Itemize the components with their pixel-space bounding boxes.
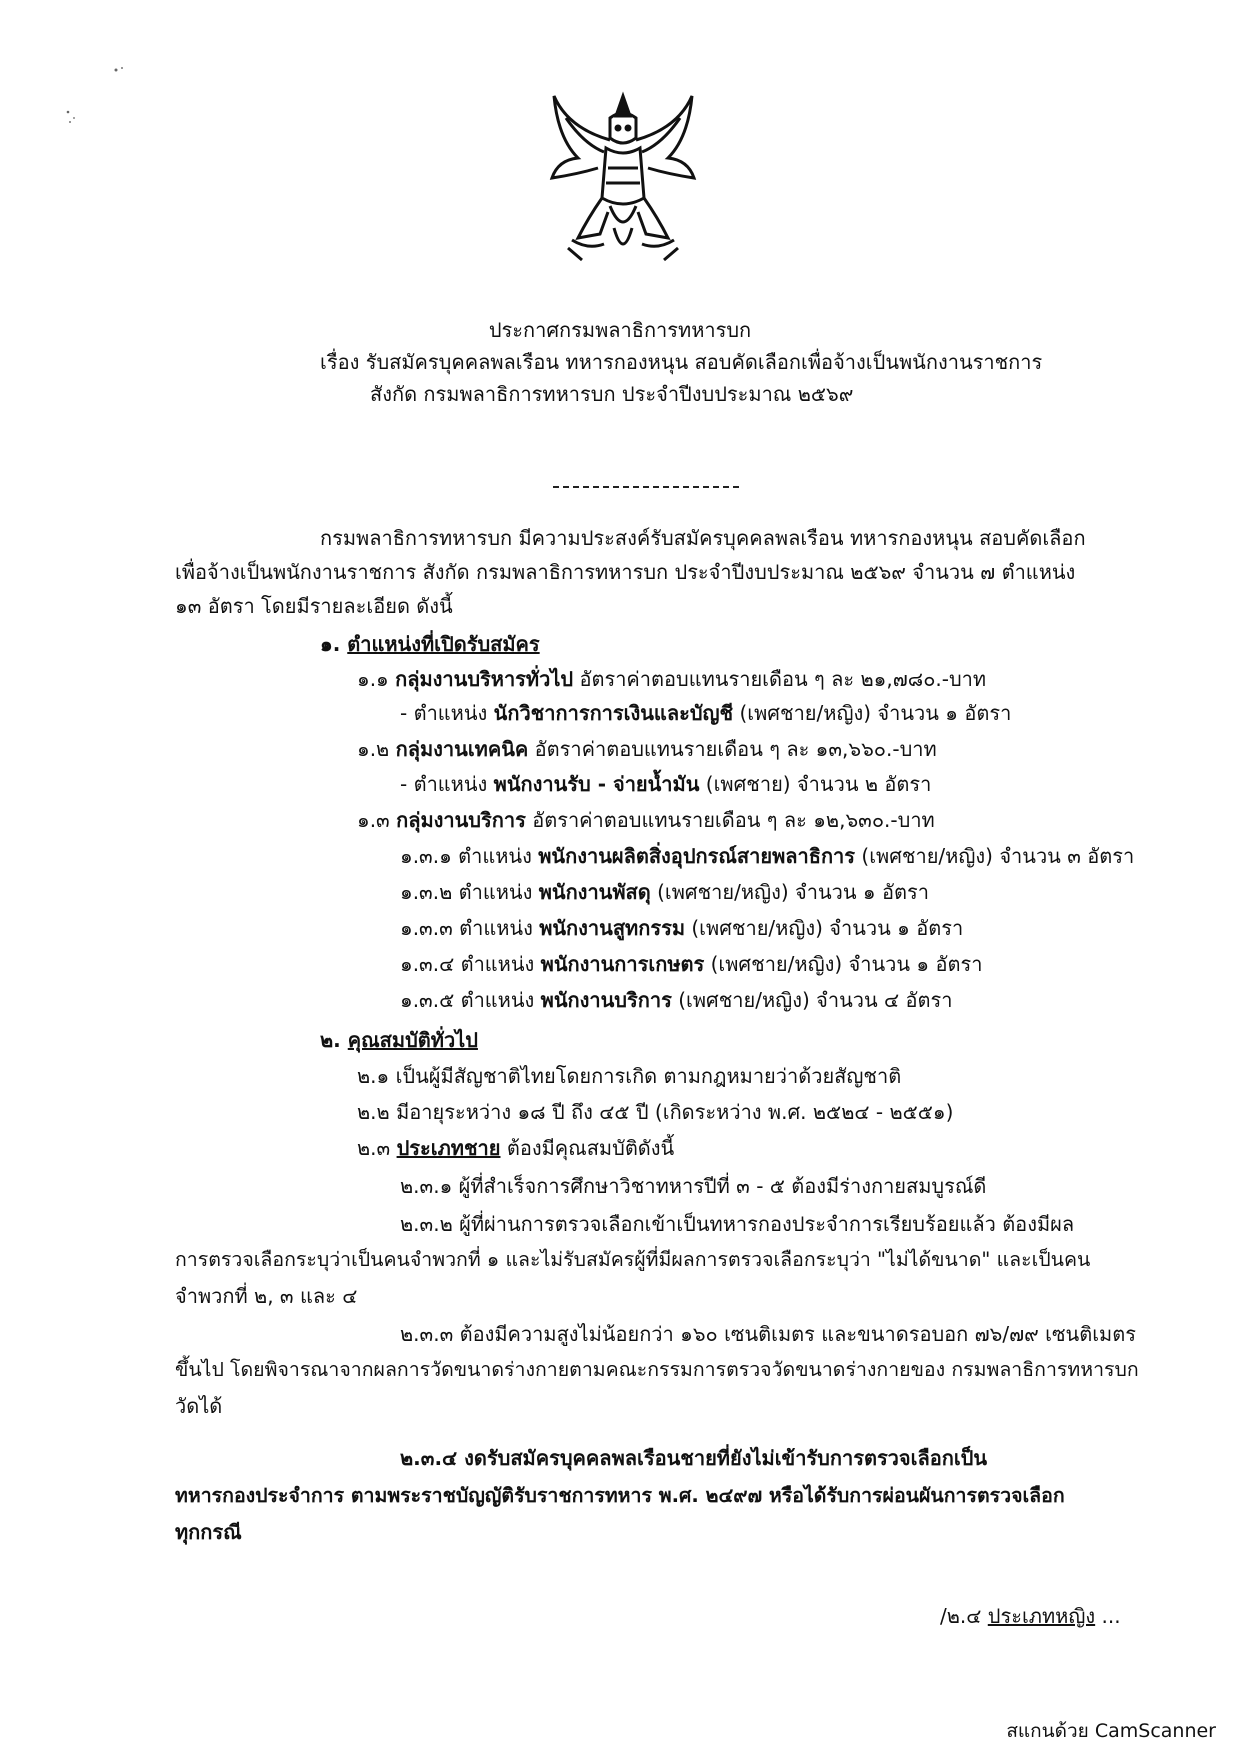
qualification-2-3-detail: ต้องมีคุณสมบัติดังนี้ bbox=[506, 1136, 675, 1160]
group-3-name: กลุ่มงานบริการ bbox=[396, 808, 526, 832]
section-2-title: คุณสมบัติทั่วไป bbox=[347, 1028, 478, 1052]
item-number: ๑.๓.๔ ตำแหน่ง bbox=[400, 952, 535, 976]
section-1-number: ๑. bbox=[320, 632, 341, 656]
subject-line-1: เรื่อง รับสมัครบุคคลพลเรือน ทหารกองหนุน สอบคัดเลือกเพื่อจ้างเป็นพนักงานราชการ bbox=[320, 350, 1043, 374]
group-1-position-name: นักวิชาการการเงินและบัญชี bbox=[493, 701, 734, 725]
section-2-number: ๒. bbox=[320, 1028, 341, 1052]
qualification-2-3-number: ๒.๓ bbox=[357, 1136, 391, 1160]
section-1-title: ตำแหน่งที่เปิดรับสมัคร bbox=[347, 632, 540, 656]
subject-line-2: สังกัด กรมพลาธิการทหารบก ประจำปีงบประมาณ ๒๕๖๙ bbox=[370, 382, 854, 406]
scan-specks bbox=[60, 60, 150, 140]
qualification-2-1: ๒.๑ เป็นผู้มีสัญชาติไทยโดยการเกิด ตามกฎหมายว่าด้วยสัญชาติ bbox=[357, 1064, 902, 1088]
qualification-2-3-2-line-1: ๒.๓.๒ ผู้ที่ผ่านการตรวจเลือกเข้าเป็นทหารกองประจำการเรียบร้อยแล้ว ต้องมีผล bbox=[400, 1212, 1075, 1236]
qualification-2-3 bbox=[357, 1134, 674, 1162]
group-1-rate: อัตราค่าตอบแทนรายเดือน ๆ ละ ๒๑,๗๘๐.-บาท bbox=[579, 667, 987, 691]
group-3-item bbox=[400, 842, 1134, 870]
item-detail: (เพศชาย/หญิง) จำนวน ๑ อัตรา bbox=[710, 952, 983, 976]
group-2-line bbox=[357, 735, 937, 763]
intro-line-2: เพื่อจ้างเป็นพนักงานราชการ สังกัด กรมพลาธิการทหารบก ประจำปีงบประมาณ ๒๕๖๙ จำนวน ๗ ตำแหน่ง bbox=[175, 560, 1076, 584]
group-2-position-detail: (เพศชาย) จำนวน ๒ อัตรา bbox=[705, 772, 932, 796]
group-2-name: กลุ่มงานเทคนิค bbox=[395, 737, 529, 761]
group-1-position-prefix: - ตำแหน่ง bbox=[400, 701, 488, 725]
item-number: ๑.๓.๒ ตำแหน่ง bbox=[400, 880, 533, 904]
group-3-rate: อัตราค่าตอบแทนรายเดือน ๆ ละ ๑๒,๖๓๐.-บาท bbox=[532, 808, 935, 832]
qualification-2-3-1: ๒.๓.๑ ผู้ที่สำเร็จการศึกษาวิชาทหารปีที่ ๓ - ๕ ต้องมีร่างกายสมบูรณ์ดี bbox=[400, 1174, 987, 1198]
group-3-item bbox=[400, 950, 982, 978]
section-2-heading bbox=[320, 1026, 478, 1054]
divider-text: ------------------------- bbox=[553, 472, 680, 488]
male-category-label: ประเภทชาย bbox=[396, 1136, 501, 1160]
group-3-item bbox=[400, 878, 929, 906]
next-page-label: ประเภทหญิง bbox=[987, 1604, 1096, 1628]
intro-line-1: กรมพลาธิการทหารบก มีความประสงค์รับสมัครบุคคลพลเรือน ทหารกองหนุน สอบคัดเลือก bbox=[320, 526, 1086, 550]
camscanner-watermark: สแกนด้วย CamScanner bbox=[1006, 1720, 1216, 1742]
group-1-number: ๑.๑ bbox=[357, 667, 389, 691]
qualification-2-3-3-line-1: ๒.๓.๓ ต้องมีความสูงไม่น้อยกว่า ๑๖๐ เซนติเมตร และขนาดรอบอก ๗๖/๗๙ เซนติเมตร bbox=[400, 1322, 1136, 1346]
item-position-name: พนักงานการเกษตร bbox=[540, 952, 705, 976]
item-position-name: พนักงานผลิตสิ่งอุปกรณ์สายพลาธิการ bbox=[538, 844, 856, 868]
item-detail: (เพศชาย/หญิง) จำนวน ๓ อัตรา bbox=[861, 844, 1135, 868]
qualification-2-3-4-line-2: ทหารกองประจำการ ตามพระราชบัญญัติรับราชการทหาร พ.ศ. ๒๔๙๗ หรือได้รับการผ่อนผันการตรวจเลือก bbox=[175, 1484, 1065, 1507]
group-2-position-prefix: - ตำแหน่ง bbox=[400, 772, 488, 796]
item-position-name: พนักงานสูทกรรม bbox=[539, 916, 686, 940]
item-position-name: พนักงานบริการ bbox=[540, 988, 672, 1012]
next-page-ellipsis: ... bbox=[1101, 1604, 1121, 1628]
header-divider bbox=[553, 486, 739, 488]
group-3-line bbox=[357, 806, 935, 834]
item-number: ๑.๓.๕ ตำแหน่ง bbox=[400, 988, 535, 1012]
group-3-item bbox=[400, 986, 952, 1014]
next-page-number: /๒.๔ bbox=[940, 1604, 982, 1628]
qualification-2-3-2-line-3: จำพวกที่ ๒, ๓ และ ๔ bbox=[175, 1284, 358, 1308]
announcement-title: ประกาศกรมพลาธิการทหารบก bbox=[488, 318, 752, 342]
item-position-name: พนักงานพัสดุ bbox=[538, 880, 651, 904]
item-detail: (เพศชาย/หญิง) จำนวน ๔ อัตรา bbox=[678, 988, 953, 1012]
next-page-reference bbox=[940, 1600, 1121, 1632]
item-detail: (เพศชาย/หญิง) จำนวน ๑ อัตรา bbox=[657, 880, 929, 904]
group-2-number: ๑.๒ bbox=[357, 737, 390, 761]
group-2-position-name: พนักงานรับ - จ่ายน้ำมัน bbox=[493, 772, 700, 796]
group-1-position-detail: (เพศชาย/หญิง) จำนวน ๑ อัตรา bbox=[739, 701, 1012, 725]
item-number: ๑.๓.๓ ตำแหน่ง bbox=[400, 916, 533, 940]
group-2-position bbox=[400, 770, 931, 798]
item-number: ๑.๓.๑ ตำแหน่ง bbox=[400, 844, 532, 868]
group-2-rate: อัตราค่าตอบแทนรายเดือน ๆ ละ ๑๓,๖๖๐.-บาท bbox=[534, 737, 937, 761]
qualification-2-3-4-line-1: ๒.๓.๔ งดรับสมัครบุคคลพลเรือนชายที่ยังไม่เข้ารับการตรวจเลือกเป็น bbox=[400, 1446, 988, 1470]
group-1-name: กลุ่มงานบริหารทั่วไป bbox=[395, 667, 574, 691]
group-1-position bbox=[400, 699, 1011, 727]
group-1-line bbox=[357, 665, 986, 693]
item-detail: (เพศชาย/หญิง) จำนวน ๑ อัตรา bbox=[691, 916, 964, 940]
qualification-2-3-4-line-3: ทุกกรณี bbox=[175, 1520, 242, 1544]
qualification-2-3-3-line-3: วัดได้ bbox=[175, 1394, 223, 1418]
intro-line-3: ๑๓ อัตรา โดยมีรายละเอียด ดังนี้ bbox=[175, 594, 453, 618]
group-3-item bbox=[400, 914, 963, 942]
group-3-number: ๑.๓ bbox=[357, 808, 390, 832]
qualification-2-3-2-line-2: การตรวจเลือกระบุว่าเป็นคนจำพวกที่ ๑ และไม่รับสมัครผู้ที่มีผลการตรวจเลือกระบุว่า "ไม่ได้ขนาด" และเป็นคน bbox=[175, 1248, 1091, 1271]
garuda-emblem-icon bbox=[548, 88, 698, 268]
qualification-2-2: ๒.๒ มีอายุระหว่าง ๑๘ ปี ถึง ๔๕ ปี (เกิดระหว่าง พ.ศ. ๒๕๒๔ - ๒๕๕๑) bbox=[357, 1100, 954, 1124]
qualification-2-3-3-line-2: ขึ้นไป โดยพิจารณาจากผลการวัดขนาดร่างกายตามคณะกรรมการตรวจวัดขนาดร่างกายของ กรมพลาธิการทหารบก bbox=[175, 1358, 1139, 1381]
section-1-heading bbox=[320, 630, 540, 658]
